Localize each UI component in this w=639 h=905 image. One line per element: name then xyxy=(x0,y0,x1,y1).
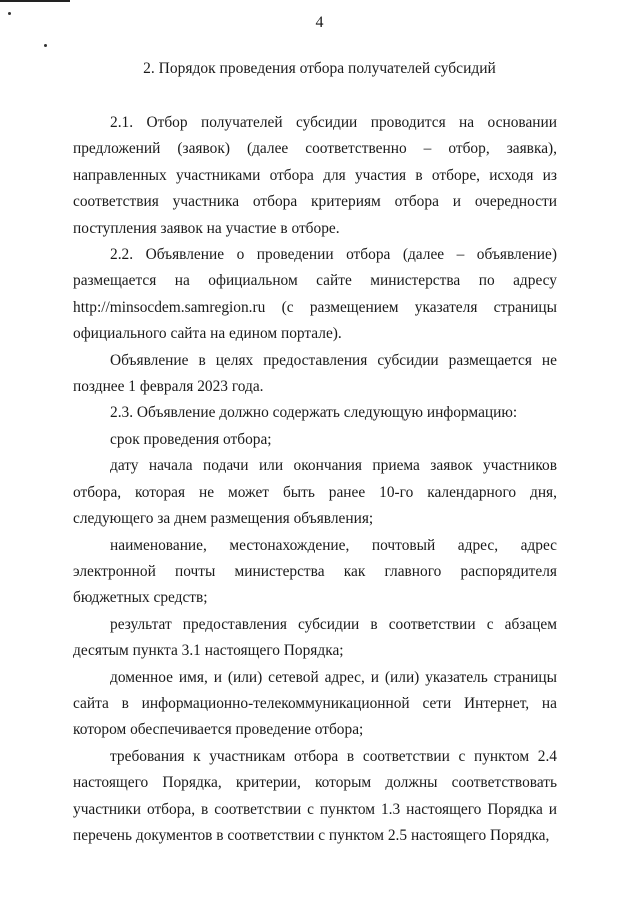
paragraph: результат предоставления субсидии в соответствии с абзацем десятым пункта 3.1 настоящего Порядка; xyxy=(73,615,557,660)
paragraph: 2.2. Объявление о проведении отбора (далее – объявление) размещается на официальном сайте министерства по адресу http://minsocdem.samregion.ru (с размещением указателя страницы официального сайта на едином портале). xyxy=(73,246,557,343)
scan-speck xyxy=(44,44,47,47)
paragraph: наименование, местонахождение, почтовый адрес, адрес электронной почты министерства как главного распорядителя бюджетных средств; xyxy=(73,536,557,607)
paragraph: срок проведения отбора; xyxy=(110,430,272,448)
paragraph: доменное имя, и (или) сетевой адрес, и (или) указатель страницы сайта в информационно-телекоммуникационной сети Интернет, на котором обеспечивается проведение отбора; xyxy=(73,668,557,739)
paragraph: дату начала подачи или окончания приема заявок участников отбора, которая не может быть ранее 10-го календарного дня, следующего за днем размещения объявления; xyxy=(73,457,557,528)
scan-edge-mark xyxy=(0,0,70,2)
paragraph: 2.1. Отбор получателей субсидии проводится на основании предложений (заявок) (далее соответственно – отбор, заявка), направленных участниками отбора для участия в отборе, исходя из соответствия участника отбора критериям отбора и очередности поступления заявок на участие в отборе. xyxy=(73,114,557,237)
section-title: 2. Порядок проведения отбора получателей субсидий xyxy=(143,60,496,77)
paragraph: 2.3. Объявление должно содержать следующую информацию: xyxy=(110,404,518,422)
page-number: 4 xyxy=(315,14,324,31)
paragraph: требования к участникам отбора в соответствии с пунктом 2.4 настоящего Порядка, критерии, которым должны соответствовать участники отбора, в соответствии с пунктом 1.3 настоящего Порядка и перечень документов в соответствии с пунктом 2.5 настоящего Порядка, xyxy=(73,747,557,844)
paragraph: Объявление в целях предоставления субсидии размещается не позднее 1 февраля 2023 года. xyxy=(73,351,557,396)
document-body xyxy=(73,110,557,849)
